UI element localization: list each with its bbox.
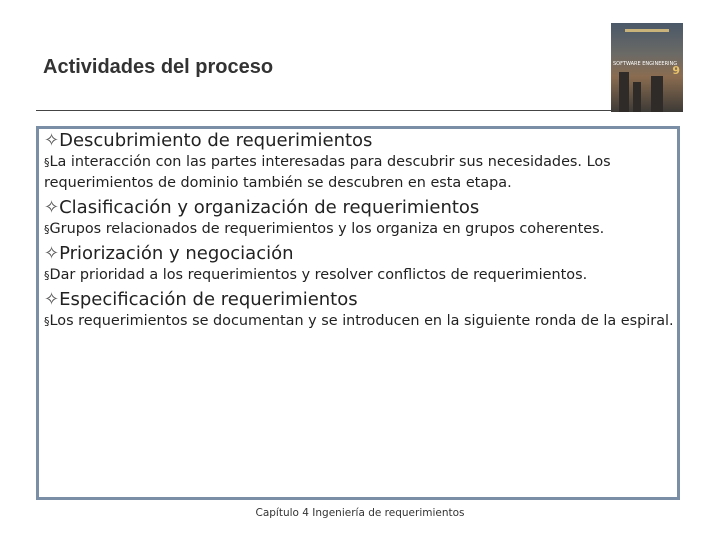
item-text xyxy=(44,219,680,240)
item-heading xyxy=(44,289,680,311)
book-cover-image xyxy=(611,23,683,112)
cover-building xyxy=(619,72,629,112)
item-text-content: Dar prioridad a los requerimientos y resolver conflictos de requerimientos. xyxy=(49,267,588,283)
slide-footer: Capítulo 4 Ingeniería de requerimientos xyxy=(255,507,465,519)
four-pointed-star-icon: ✧ xyxy=(44,197,60,218)
item-text xyxy=(44,311,680,332)
four-pointed-star-icon: ✧ xyxy=(44,130,60,151)
item-heading-text: Especificación de requerimientos xyxy=(59,289,358,310)
item-text xyxy=(44,152,680,194)
cover-title: SOFTWARE ENGINEERING xyxy=(613,61,678,67)
cover-building xyxy=(633,82,641,112)
square-bullet-icon: § xyxy=(44,269,50,282)
content-area xyxy=(44,130,680,335)
cover-building xyxy=(651,76,663,112)
item-heading-text: Priorización y negociación xyxy=(59,243,294,264)
item-heading xyxy=(44,243,680,265)
title-divider xyxy=(36,110,636,111)
square-bullet-icon: § xyxy=(44,223,50,236)
item-heading xyxy=(44,130,680,152)
item-text-content: Grupos relacionados de requerimientos y los organiza en grupos coherentes. xyxy=(49,221,605,237)
cover-strip xyxy=(625,29,669,32)
item-heading xyxy=(44,197,680,219)
slide-title: Actividades del proceso xyxy=(43,56,274,78)
cover-edition: 9 xyxy=(672,64,680,77)
square-bullet-icon: § xyxy=(44,156,50,169)
item-text-content: Los requerimientos se documentan y se introducen en la siguiente ronda de la espiral. xyxy=(49,313,674,329)
item-heading-text: Clasificación y organización de requerimientos xyxy=(59,197,480,218)
item-heading-text: Descubrimiento de requerimientos xyxy=(59,130,373,151)
four-pointed-star-icon: ✧ xyxy=(44,289,60,310)
item-text-content: La interacción con las partes interesadas para descubrir sus necesidades. Los requerimientos de dominio también se descubren en esta etapa. xyxy=(44,154,611,191)
square-bullet-icon: § xyxy=(44,315,50,328)
four-pointed-star-icon: ✧ xyxy=(44,243,60,264)
item-text xyxy=(44,265,680,286)
